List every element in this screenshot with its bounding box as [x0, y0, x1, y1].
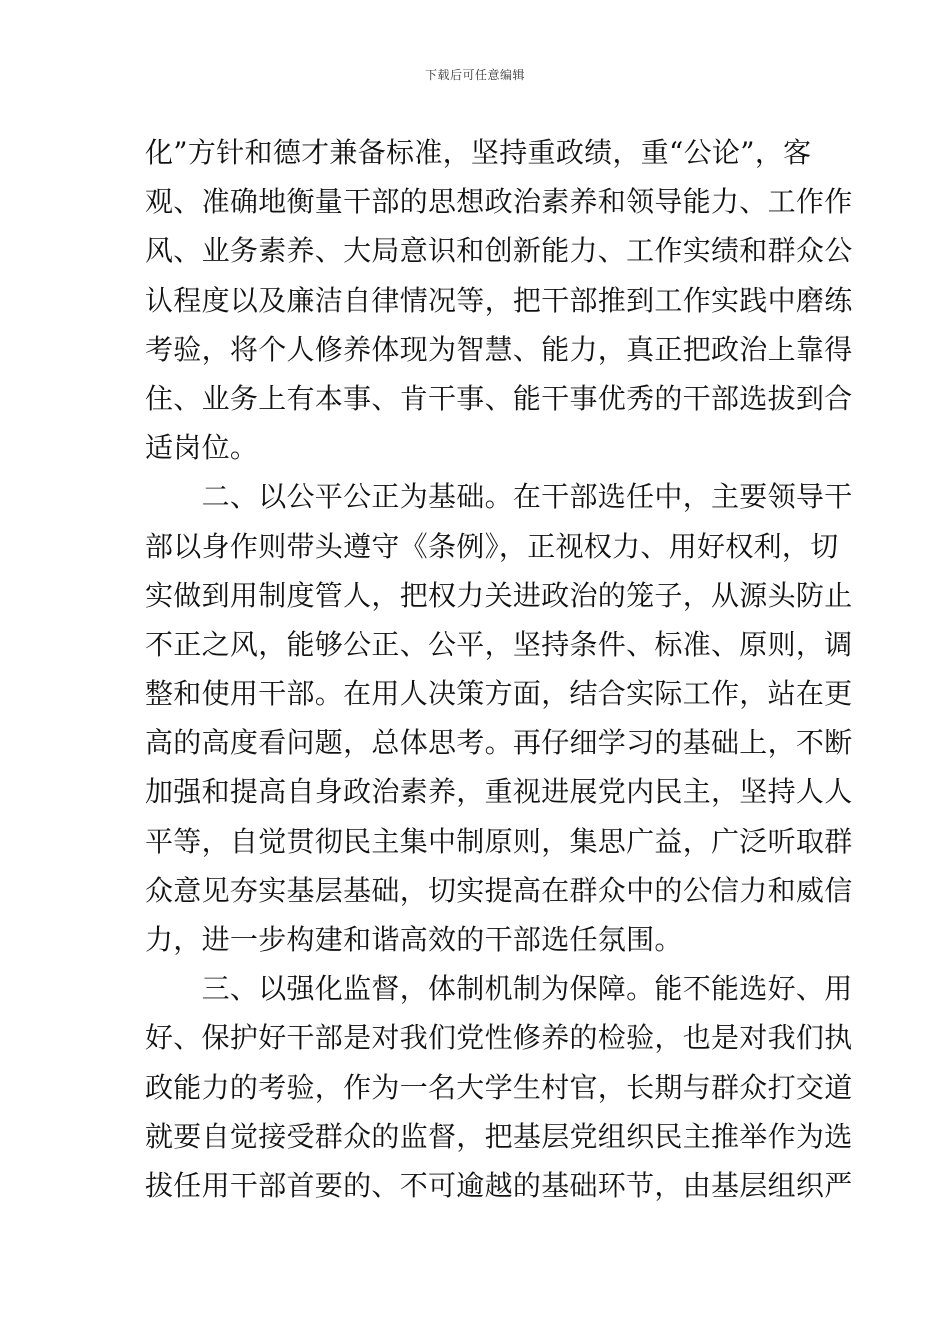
text-line: 化”方针和德才兼备标准，坚持重政绩，重“公论”，客 — [145, 136, 812, 169]
document-body — [145, 128, 853, 1210]
text-line: 考验，将个人修养体现为智慧、能力，真正把政治上靠得 — [145, 332, 853, 366]
text-line: 适岗位。 — [145, 431, 259, 465]
text-line: 认程度以及廉洁自律情况等，把干部推到工作实践中磨练 — [145, 283, 853, 317]
text-line: 观、准确地衡量干部的思想政治素养和领导能力、工作作 — [145, 185, 853, 219]
text-line: 拔任用干部首要的、不可逾越的基础环节，由基层组织严 — [145, 1168, 853, 1202]
text-line: 部以身作则带头遵守《条例》，正视权力、用好权利，切 — [145, 529, 839, 563]
text-line: 就要自觉接受群众的监督，把基层党组织民主推举作为选 — [145, 1119, 853, 1153]
page-header: 下载后可任意编辑 — [424, 68, 525, 82]
text-line: 风、业务素养、大局意识和创新能力、工作实绩和群众公 — [145, 234, 853, 268]
paragraph-2-first-line: 二、以公平公正为基础。在干部选任中，主要领导干 — [145, 480, 853, 514]
text-line: 平等，自觉贯彻民主集中制原则，集思广益，广泛听取群 — [145, 824, 853, 858]
text-line: 力，进一步构建和谐高效的干部选任氛围。 — [145, 923, 683, 956]
text-line: 加强和提高自身政治素养，重视进展党内民主，坚持人人 — [145, 775, 853, 809]
text-line: 政能力的考验，作为一名大学生村官，长期与群众打交道 — [145, 1070, 853, 1104]
text-line: 好、保护好干部是对我们党性修养的检验，也是对我们执 — [145, 1021, 853, 1055]
text-line: 实做到用制度管人，把权力关进政治的笼子，从源头防止 — [145, 578, 853, 612]
text-line: 高的高度看问题，总体思考。再仔细学习的基础上，不断 — [145, 726, 853, 760]
text-line: 整和使用干部。在用人决策方面，结合实际工作，站在更 — [145, 677, 853, 711]
text-line: 不正之风，能够公正、公平，坚持条件、标准、原则，调 — [145, 627, 853, 661]
text-line: 住、业务上有本事、肯干事、能干事优秀的干部选拔到合 — [145, 381, 853, 415]
paragraph-3-first-line: 三、以强化监督，体制机制为保障。能不能选好、用 — [145, 972, 853, 1006]
text-line: 众意见夯实基层基础，切实提高在群众中的公信力和威信 — [145, 873, 853, 907]
